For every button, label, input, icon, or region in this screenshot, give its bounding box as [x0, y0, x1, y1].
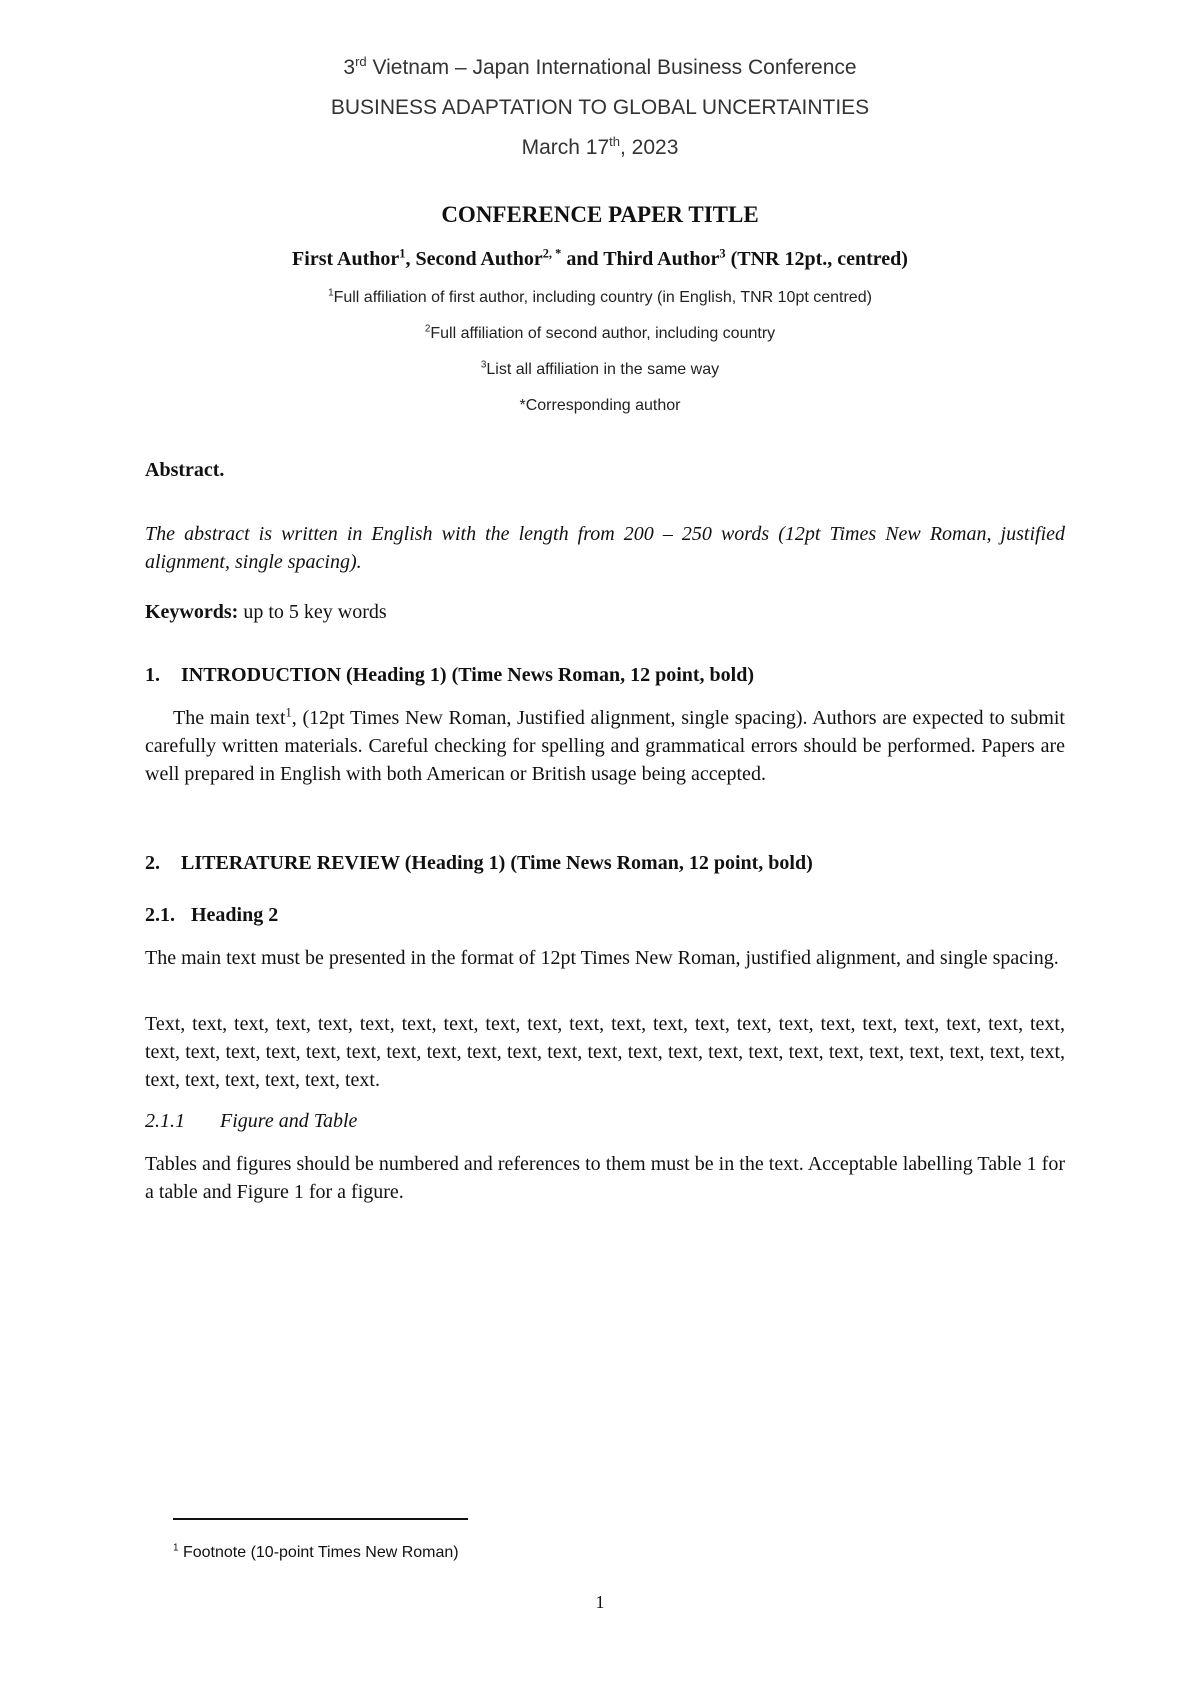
section-2-1-paragraph-2: Text, text, text, text, text, text, text, text, text, text, text, text, text, text, text, text, text, text, text, text, text, text, text, text, text, text, text, text, text, text, text, text, text, text, text, text, text, text, text, text, text, text, text, text, text, text, text, text, text, text, text.: [145, 1013, 1065, 1091]
section-2-1-1-paragraph: Tables and figures should be numbered and references to them must be in the text. Acceptable labelling Table 1 for a table and Figure 1 for a figure.: [145, 1153, 1065, 1203]
author-line: First Author$^1$, Second Author$^{2, *}$ and Third Author$^3$ (TNR 12pt., centred): [292, 246, 908, 270]
affiliation-1: $^1$Full affiliation of first author, including country (in English, TNR 10pt centred): [328, 287, 872, 306]
section-2-heading: 2. LITERATURE REVIEW (Heading 1) (Time News Roman, 12 point, bold): [145, 852, 813, 874]
paper-title: CONFERENCE PAPER TITLE: [441, 202, 759, 227]
section-1-body: The main text$^1$, (12pt Times New Roman, Justified alignment, single spacing). Authors are expected to submit carefully written materials. Careful checking for spelling and grammatical errors should be performed. Papers are well prepared in English with both American or British usage being accepted.: [145, 705, 1065, 785]
affiliation-2: $^2$Full affiliation of second author, including country: [424, 323, 776, 342]
keywords: Keywords: up to 5 key words: [145, 601, 387, 623]
affiliation-3: $^3$List all affiliation in the same way: [480, 359, 720, 378]
abstract-label: Abstract.: [145, 459, 225, 481]
page-number: 1: [595, 1592, 605, 1612]
section-2-1-heading: 2.1. Heading 2: [145, 904, 279, 926]
conference-name: 3rd Vietnam – Japan International Business Conference: [343, 54, 857, 79]
section-2-1-paragraph-1: The main text must be presented in the format of 12pt Times New Roman, justified alignment, and single spacing.: [145, 947, 1059, 969]
conference-date: March 17th, 2023: [521, 134, 679, 159]
abstract-text: The abstract is written in English with the length from 200 – 250 words (12pt Times New Roman, justified alignment, single spacing).: [145, 523, 1065, 573]
section-1-heading: 1. INTRODUCTION (Heading 1) (Time News Roman, 12 point, bold): [145, 664, 755, 686]
corresponding-author-note: *Corresponding author: [519, 397, 681, 414]
footnote: $^1$ Footnote (10-point Times New Roman): [173, 1542, 459, 1561]
footnote-separator: [173, 1518, 468, 1520]
conference-theme: BUSINESS ADAPTATION TO GLOBAL UNCERTAINTIES: [330, 96, 870, 119]
section-2-1-1-heading: 2.1.1 Figure and Table: [145, 1110, 358, 1132]
